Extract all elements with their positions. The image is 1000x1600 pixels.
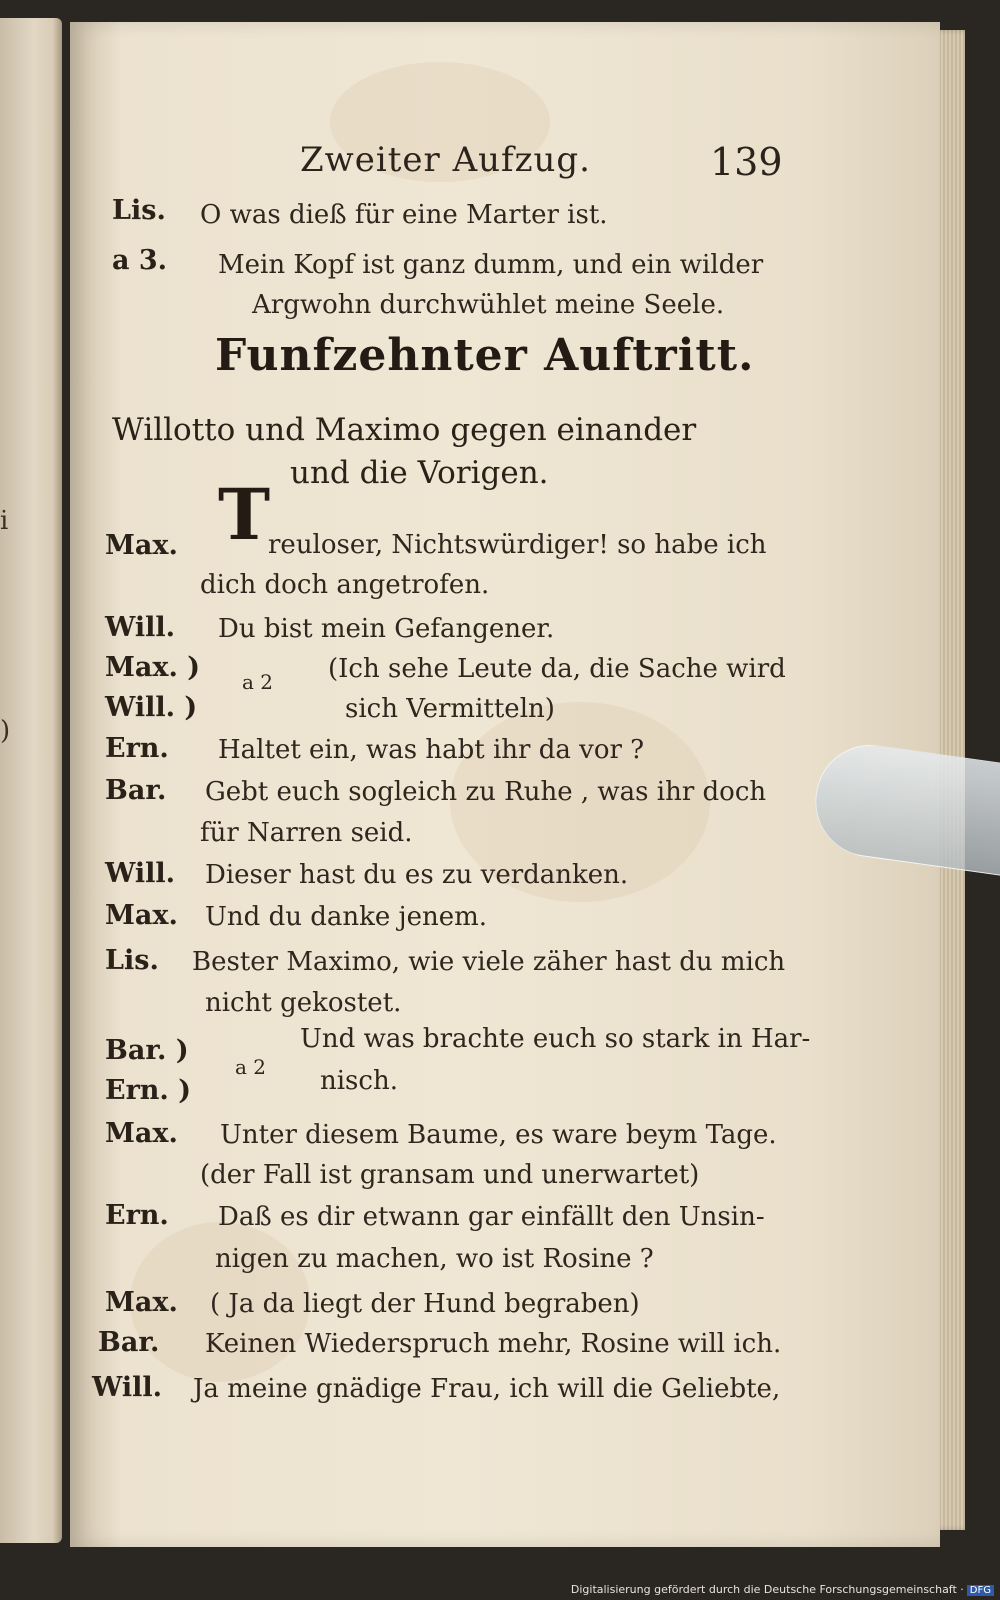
dialogue-line: Keinen Wiederspruch mehr, Rosine will ich. [205,1329,782,1359]
dialogue-line: O was dieß für eine Marter ist. [200,200,608,230]
speaker-label: Will. ) [105,692,198,723]
speaker-label: a 3. [112,245,168,276]
a2-marker: a 2 [242,670,274,694]
dialogue-line: (Ich sehe Leute da, die Sache wird [328,654,786,684]
speaker-label: Max. [105,900,178,931]
footer-credit [571,1583,994,1596]
scene-description: und die Vorigen. [290,455,549,491]
dialogue-line: Unter diesem Baume, es ware beym Tage. [220,1120,777,1150]
dialogue-line: Gebt euch sogleich zu Ruhe , was ihr doch [205,777,767,807]
speaker-label: Max. [105,530,178,561]
left-page-mark: i [0,506,9,536]
dfg-logo: DFG [967,1585,994,1596]
speaker-label: Max. [105,1287,178,1318]
dialogue-line: für Narren seid. [200,818,413,848]
left-page-mark: ) [0,716,11,746]
a2-marker: a 2 [235,1055,267,1079]
dialogue-line: Und du danke jenem. [205,902,488,932]
speaker-label: Lis. [105,945,159,976]
speaker-label: Will. [105,858,176,889]
dialogue-line: Mein Kopf ist ganz dumm, und ein wilder [218,250,764,280]
dialogue-line: Haltet ein, was habt ihr da vor ? [218,735,645,765]
dialogue-line: nisch. [320,1066,398,1096]
speaker-label: Max. ) [105,652,201,683]
dialogue-line: dich doch angetrofen. [200,570,490,600]
dialogue-line: ( Ja da liegt der Hund begraben) [210,1289,640,1319]
dialogue-line: Bester Maximo, wie viele zäher hast du mich [192,947,786,977]
speaker-label: Will. [105,612,176,643]
speaker-label: Max. [105,1118,178,1149]
scene-description: Willotto und Maximo gegen einander [112,412,697,448]
speaker-label: Will. [92,1372,163,1403]
dialogue-line: nigen zu machen, wo ist Rosine ? [215,1244,654,1274]
left-page-edge [0,18,62,1543]
speaker-label: Ern. ) [105,1075,192,1106]
dialogue-line: Ja meine gnädige Frau, ich will die Geliebte, [193,1374,781,1404]
dialogue-line: (der Fall ist gransam und unerwartet) [200,1160,700,1190]
running-head: Zweiter Aufzug. [300,140,591,180]
dialogue-line: Daß es dir etwann gar einfällt den Unsin- [218,1202,765,1232]
speaker-label: Ern. [105,1200,169,1231]
speaker-label: Bar. ) [105,1035,189,1066]
speaker-label: Ern. [105,733,169,764]
speaker-label: Bar. [105,775,167,806]
speaker-label: Lis. [112,195,166,226]
dialogue-line: Dieser hast du es zu verdanken. [205,860,629,890]
dialogue-line: Du bist mein Gefangener. [218,614,555,644]
dialogue-line: nicht gekostet. [205,988,402,1018]
footer-text: Digitalisierung gefördert durch die Deutsche Forschungsgemeinschaft · [570,1583,964,1596]
page-number: 139 [710,140,783,184]
scene-title: Funfzehnter Auftritt. [215,330,755,381]
dialogue-line: reuloser, Nichtswürdiger! so habe ich [268,530,767,560]
dialogue-line: Und was brachte euch so stark in Har- [300,1024,811,1054]
dialogue-line: Argwohn durchwühlet meine Seele. [252,290,725,320]
dialogue-line: sich Vermitteln) [345,694,555,724]
drop-cap: T [218,473,271,556]
speaker-label: Bar. [98,1327,160,1358]
